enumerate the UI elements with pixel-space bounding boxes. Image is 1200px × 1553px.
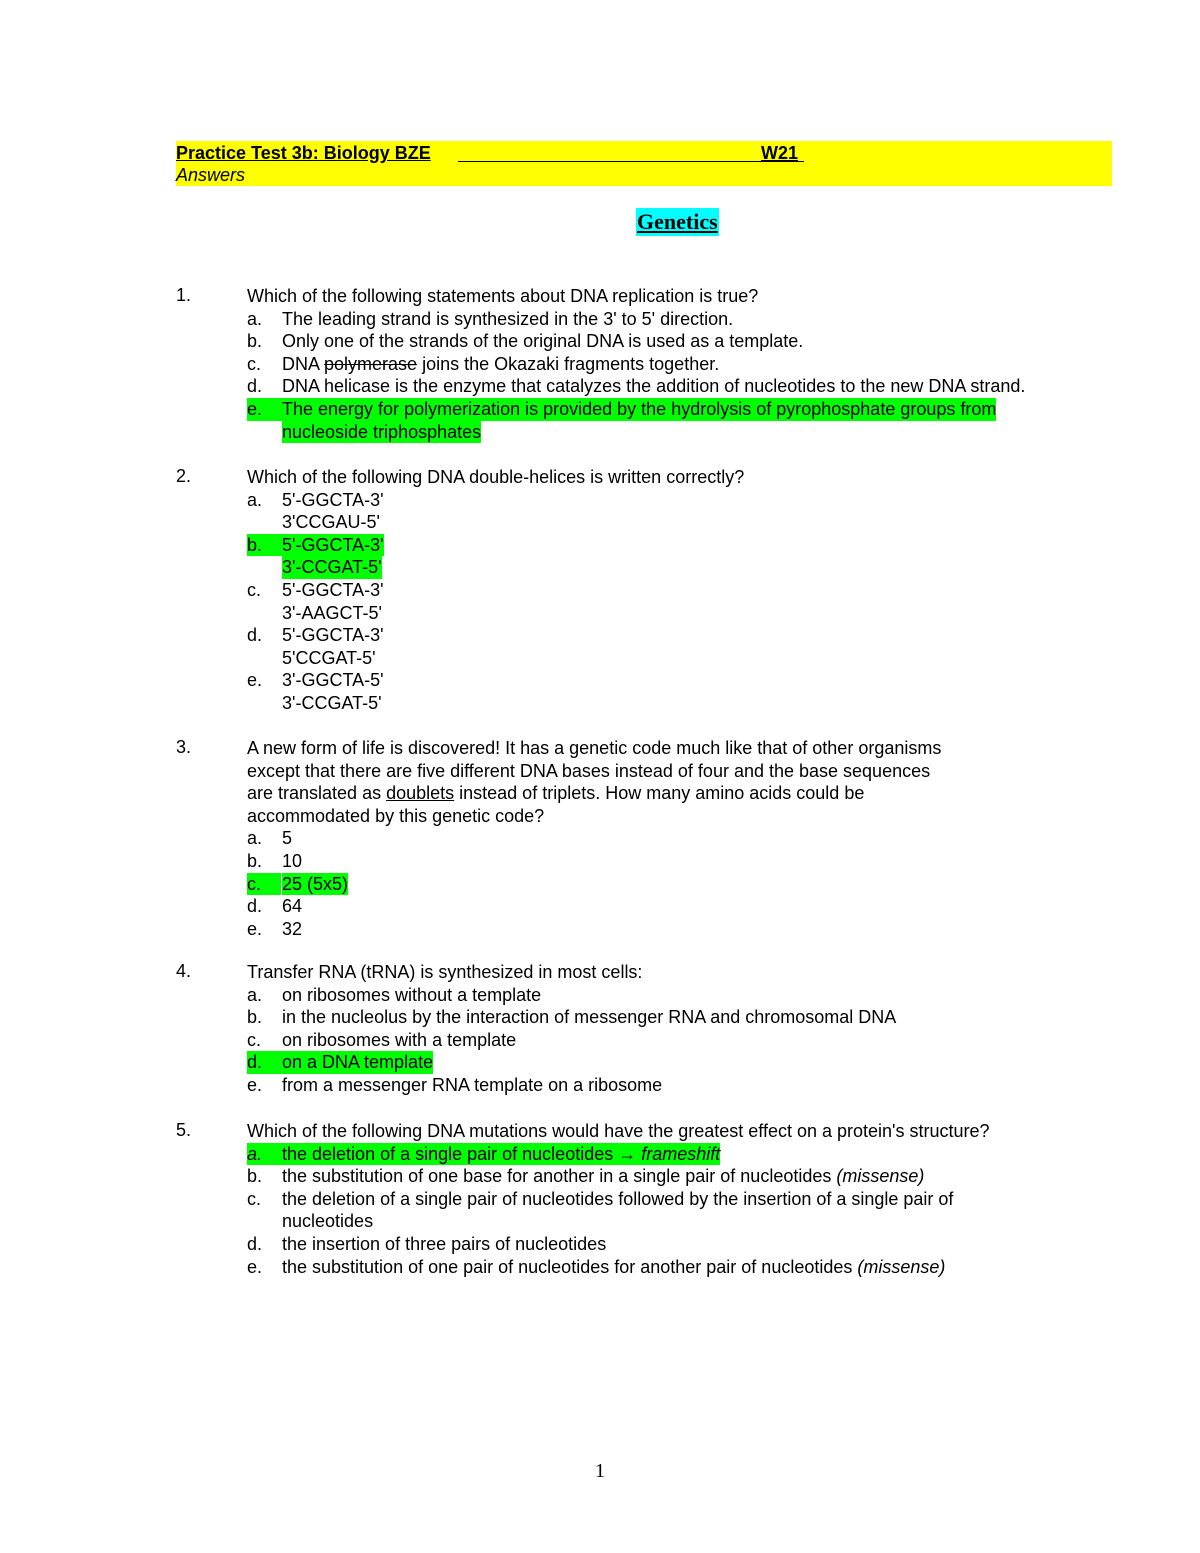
question-text: are translated as doublets instead of triplets. How many amino acids could be bbox=[247, 783, 865, 804]
option-e-correct: e. The energy for polymerization is provided by the hydrolysis of pyrophosphate groups from bbox=[247, 398, 997, 419]
option-c-continued: nucleotides bbox=[282, 1211, 374, 1232]
option-e-strand2: 3'-CCGAT-5' bbox=[282, 692, 382, 713]
option-c: c. on ribosomes with a template bbox=[247, 1029, 517, 1050]
question-text: Which of the following DNA mutations would have the greatest effect on a protein's structure? bbox=[247, 1121, 990, 1141]
option-e: e. the substitution of one pair of nucleotides for another pair of nucleotides (missense) bbox=[247, 1256, 946, 1277]
question-text: Which of the following statements about DNA replication is true? bbox=[247, 286, 759, 306]
option-d: d. 5'-GGCTA-3' bbox=[247, 625, 384, 646]
option-b-strand2: 3'-CCGAT-5' bbox=[282, 557, 382, 578]
arrow-icon: → bbox=[618, 1143, 637, 1164]
option-c-correct: c. 25 (5x5) bbox=[247, 873, 349, 894]
option-d-correct: d. on a DNA template bbox=[247, 1052, 434, 1073]
option-e: e. 32 bbox=[247, 918, 303, 939]
option-c: c. DNA polymerase joins the Okazaki fragments together. bbox=[247, 353, 720, 374]
answers-label: Answers bbox=[176, 165, 246, 185]
option-b: b. Only one of the strands of the original DNA is used as a template. bbox=[247, 331, 804, 352]
header-underline bbox=[458, 161, 804, 162]
option-d: d. 64 bbox=[247, 896, 303, 917]
question-number: 1. bbox=[176, 285, 192, 305]
question-number: 4. bbox=[176, 961, 192, 981]
option-d-strand2: 5'CCGAT-5' bbox=[282, 647, 376, 668]
option-a: a. 5 bbox=[247, 828, 293, 849]
question-text: A new form of life is discovered! It has a genetic code much like that of other organisms bbox=[247, 738, 942, 758]
option-a: a. on ribosomes without a template bbox=[247, 984, 542, 1005]
underlined-word: doublets bbox=[386, 783, 455, 804]
option-c: c. 5'-GGCTA-3' bbox=[247, 579, 384, 600]
struck-word: polymerase bbox=[324, 353, 418, 374]
term-code: W21 bbox=[761, 143, 799, 163]
option-c: c. the deletion of a single pair of nucleotides followed by the insertion of a single pair of bbox=[247, 1188, 954, 1209]
option-a: a. The leading strand is synthesized in the 3' to 5' direction. bbox=[247, 308, 734, 329]
option-b: b. in the nucleolus by the interaction of messenger RNA and chromosomal DNA bbox=[247, 1007, 897, 1028]
page-number: 1 bbox=[595, 1460, 605, 1482]
option-b: b. 10 bbox=[247, 850, 303, 871]
option-b-correct: b. 5'-GGCTA-3' bbox=[247, 534, 384, 555]
question-number: 3. bbox=[176, 737, 192, 757]
test-title: Practice Test 3b: Biology BZE bbox=[176, 143, 431, 163]
option-b: b. the substitution of one base for another in a single pair of nucleotides (missense) bbox=[247, 1166, 925, 1187]
option-a-strand2: 3'CCGAU-5' bbox=[282, 512, 380, 533]
question-number: 5. bbox=[176, 1120, 192, 1140]
question-text: accommodated by this genetic code? bbox=[247, 805, 545, 826]
question-number: 2. bbox=[176, 466, 192, 486]
question-text: Which of the following DNA double-helices is written correctly? bbox=[247, 467, 745, 487]
option-e: e. 3'-GGCTA-5' bbox=[247, 670, 384, 691]
option-e: e. from a messenger RNA template on a ribosome bbox=[247, 1074, 663, 1095]
section-title: Genetics bbox=[637, 209, 718, 234]
option-d: d. the insertion of three pairs of nucleotides bbox=[247, 1233, 607, 1254]
option-a-correct: a. the deletion of a single pair of nucleotides → frameshift bbox=[247, 1143, 721, 1164]
option-d: d. DNA helicase is the enzyme that catalyzes the addition of nucleotides to the new DNA strand. bbox=[247, 376, 1026, 397]
question-text: except that there are five different DNA bases instead of four and the base sequences bbox=[247, 760, 931, 781]
option-c-strand2: 3'-AAGCT-5' bbox=[282, 602, 382, 623]
header-band bbox=[176, 141, 1112, 186]
option-e-continued: nucleoside triphosphates bbox=[282, 421, 482, 442]
option-a: a. 5'-GGCTA-3' bbox=[247, 489, 384, 510]
question-text: Transfer RNA (tRNA) is synthesized in most cells: bbox=[247, 962, 643, 982]
